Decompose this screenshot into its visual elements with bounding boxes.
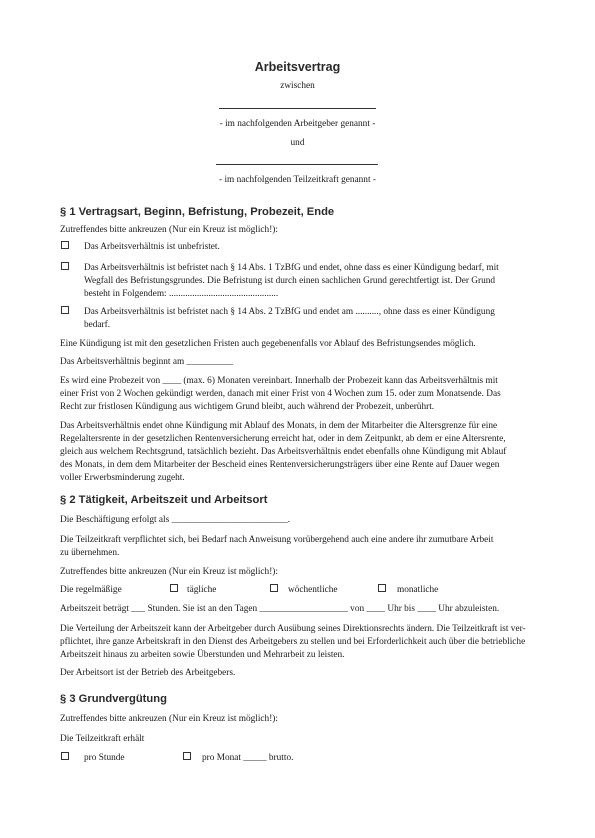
employee-note: - im nachfolgenden Teilzeitkraft genannt - [219,175,376,185]
distribution-l3: Arbeitszeit hinaus zu arbeiten sowie Überstunden und Mehrarbeit zu leisten. [60,650,345,660]
checkbox-unbefristet[interactable] [61,241,69,249]
end-l1: Das Arbeitsverhältnis endet ohne Kündigung mit Ablauf des Monats, in dem der Mitarbeiter die Altersgrenze für eine [60,421,498,431]
checkbox-per-hour[interactable] [61,752,69,760]
section2-heading: § 2 Tätigkeit, Arbeitszeit und Arbeitsort [60,494,268,506]
between-label: zwischen [280,81,315,91]
working-hours-field: Arbeitszeit beträgt ___ Stunden. Sie ist an den Tagen ___________________ von ____ Uhr bis ____ Uhr abzuleisten. [60,604,500,614]
employment-field: Die Beschäftigung erfolgt als _________________________. [60,515,291,525]
employer-signature-line[interactable] [219,108,376,109]
start-date-field: Das Arbeitsverhältnis beginnt am __________ [60,357,233,367]
probation-l3: Recht zur fristlosen Kündigung aus wichtigem Grund bleibt, auch während der Probezeit, unberührt. [60,402,435,412]
section2-instruction: Zutreffendes bitte ankreuzen (Nur ein Kreuz ist möglich!): [60,567,278,577]
document-title: Arbeitsvertrag [254,60,341,74]
option-monthly: monatliche [397,585,439,595]
checkbox-daily[interactable] [170,584,178,592]
option-per-month: pro Monat _____ brutto. [202,753,294,763]
option-befristet-sachgrund-l2: Wegfall des Befristungsgrundes. Die Befristung ist durch einen sachlichen Grund gerechtfertigt ist. Der Grund [84,276,496,286]
section1-instruction: Zutreffendes bitte ankreuzen (Nur ein Kreuz ist möglich!): [60,225,278,235]
probation-l2: einer Frist von 2 Wochen gekündigt werden, danach mit einer Frist von 4 Wochen zum 15. oder zum Monatsende. Das [60,389,501,399]
duty-l1: Die Teilzeitkraft verpflichtet sich, bei Bedarf nach Anweisung vorübergehend auch eine andere ihr zumutbare Arbeit [60,535,494,545]
option-daily: tägliche [187,585,217,595]
checkbox-befristet-sachgrund[interactable] [61,262,69,270]
checkbox-befristet-ohne-sachgrund[interactable] [61,306,69,314]
regular-hours-label: Die regelmäßige [60,585,122,595]
option-befristet-sachgrund-l3: besteht in Folgendem: ............................................... [84,289,279,299]
checkbox-weekly[interactable] [270,584,278,592]
probation-l1: Es wird eine Probezeit von ____ (max. 6) Monaten vereinbart. Innerhalb der Probezeit kann das Arbeitsverhältnis mit [60,376,498,386]
section1-heading: § 1 Vertragsart, Beginn, Befristung, Probezeit, Ende [60,206,335,218]
distribution-l1: Die Verteilung der Arbeitszeit kann der Arbeitgeber durch Ausübung seines Direktionsrechts ändern. Die Teilzeitkraft ist ver- [60,624,526,634]
section3-heading: § 3 Grundvergütung [60,693,167,705]
end-l4: des Monats, in dem dem Mitarbeiter der Bescheid eines Rentenversicherungsträgers über eine Rente auf Dauer wegen [60,460,500,470]
end-l5: voller Erwerbsminderung zugeht. [60,473,185,483]
receives-label: Die Teilzeitkraft erhält [60,734,145,744]
end-l3: gleich aus welchem Rechtsgrund, tatsächlich bezieht. Das Arbeitsverhältnis endet ebenfalls ohne Kündigung mit Ablauf [60,447,507,457]
employer-note: - im nachfolgenden Arbeitgeber genannt - [219,119,376,129]
option-unbefristet: Das Arbeitsverhältnis ist unbefristet. [84,242,220,252]
option-befristet-ohne-sachgrund-l2: bedarf. [84,320,111,330]
and-label: und [290,138,305,148]
checkbox-monthly[interactable] [378,584,386,592]
option-weekly: wöchentliche [288,585,338,595]
workplace-paragraph: Der Arbeitsort ist der Betrieb des Arbeitgebers. [60,668,236,678]
checkbox-per-month[interactable] [183,752,191,760]
notice-paragraph: Eine Kündigung ist mit den gesetzlichen Fristen auch gegebenenfalls vor Ablauf des Befristungsendes möglich. [60,339,476,349]
employee-signature-line[interactable] [216,164,378,165]
section3-instruction: Zutreffendes bitte ankreuzen (Nur ein Kreuz ist möglich!): [60,714,278,724]
option-per-hour: pro Stunde [84,753,125,763]
end-l2: Regelaltersrente in der gesetzlichen Rentenversicherung erreicht hat, oder in dem Zeitpunkt, ab dem er eine Altersrente, [60,434,506,444]
option-befristet-sachgrund-l1: Das Arbeitsverhältnis ist befristet nach § 14 Abs. 1 TzBfG und endet, ohne dass es einer Kündigung bedarf, mit [84,263,499,273]
duty-l2: zu übernehmen. [60,548,120,558]
option-befristet-ohne-sachgrund-l1: Das Arbeitsverhältnis ist befristet nach § 14 Abs. 2 TzBfG und endet am .........., ohne dass es einer Kündigung [84,307,495,317]
distribution-l2: pflichtet, ihre ganze Arbeitskraft in den Dienst des Arbeitgebers zu stellen und bei Erforderlichkeit auch über die betriebliche [60,637,526,647]
